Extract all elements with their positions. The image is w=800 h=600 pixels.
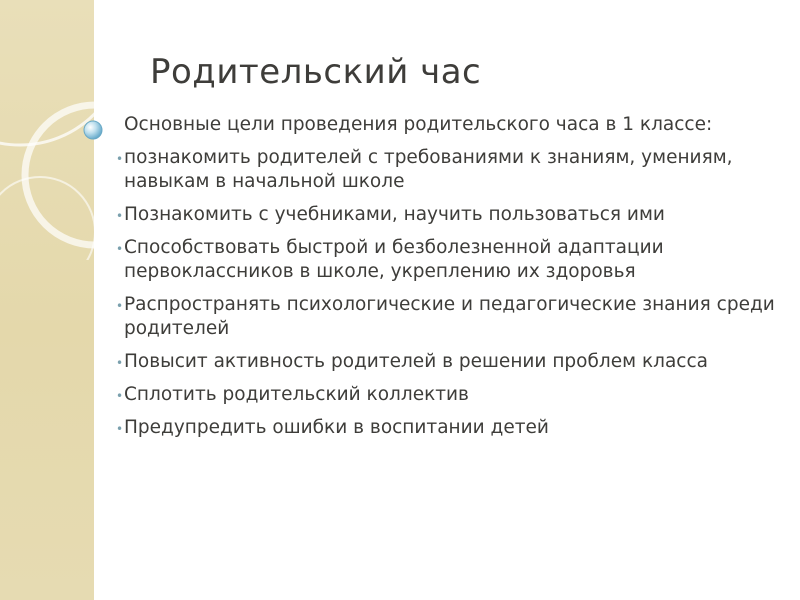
list-item-text: познакомить родителей с требованиями к знаниям, умениям, навыкам в начальной школе bbox=[124, 147, 733, 192]
slide-title: Родительский час bbox=[150, 52, 482, 92]
bullet-icon: • bbox=[116, 209, 124, 223]
decorative-bead-icon bbox=[84, 121, 102, 139]
decorative-ring-large bbox=[0, 0, 125, 145]
intro-text: Основные цели проведения родительского часа в 1 классе: bbox=[124, 114, 713, 135]
bullet-icon: • bbox=[116, 422, 124, 436]
bullet-icon: • bbox=[116, 389, 124, 403]
decorative-ring-small bbox=[0, 177, 95, 260]
list-item bbox=[116, 350, 776, 374]
bullet-icon: • bbox=[116, 242, 124, 256]
list-item bbox=[116, 293, 776, 341]
list-item bbox=[116, 383, 776, 407]
bullet-icon: • bbox=[116, 299, 124, 313]
list-item bbox=[116, 236, 776, 284]
goals-list bbox=[116, 146, 776, 440]
list-item bbox=[116, 203, 776, 227]
list-item-text: Распространять психологические и педагогические знания среди родителей bbox=[124, 294, 775, 339]
list-item-text: Сплотить родительский коллектив bbox=[124, 384, 469, 405]
list-item-text: Познакомить с учебниками, научить пользоваться ими bbox=[124, 204, 665, 225]
slide-content bbox=[116, 113, 776, 449]
list-item-text: Предупредить ошибки в воспитании детей bbox=[124, 417, 549, 438]
list-item-text: Повысит активность родителей в решении проблем класса bbox=[124, 351, 708, 372]
decorative-dot-small bbox=[97, 110, 102, 115]
bullet-icon: • bbox=[116, 152, 124, 166]
list-item bbox=[116, 416, 776, 440]
bullet-icon: • bbox=[116, 356, 124, 370]
list-item-text: Способствовать быстрой и безболезненной адаптации первоклассников в школе, укреплению их здоровья bbox=[124, 237, 664, 282]
list-item bbox=[116, 146, 776, 194]
